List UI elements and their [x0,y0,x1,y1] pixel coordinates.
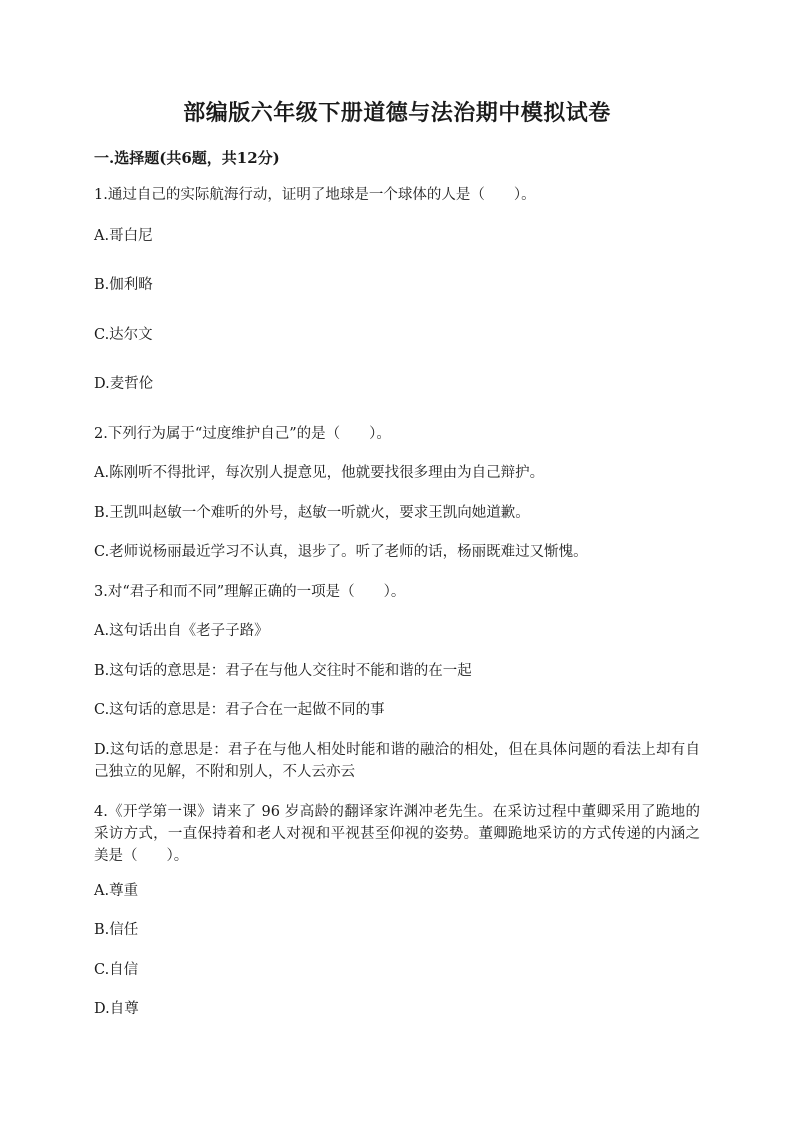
question-2-option-b: B.王凯叫赵敏一个难听的外号，赵敏一听就火，要求王凯向她道歉。 [94,505,530,521]
question-4-option-c: C.自信 [94,962,139,978]
question-3-option-d: D.这句话的意思是：君子在与他人相处时能和谐的融洽的相处，但在具体问题的看法上却有自己独立的见解，不附和别人，不人云亦云 [94,742,700,780]
question-4-stem: 4.《开学第一课》请来了 96 岁高龄的翻译家许渊冲老先生。在采访过程中董卿采用了跪地的采访方式，一直保持着和老人对视和平视甚至仰视的姿势。董卿跪地采访的方式传递的内涵之美是（ ）。 [94,804,700,864]
question-2-option-c: C.老师说杨丽最近学习不认真，退步了。听了老师的话，杨丽既难过又惭愧。 [94,544,588,560]
question-3-option-c: C.这句话的意思是：君子合在一起做不同的事 [94,702,385,718]
question-2-stem: 2.下列行为属于“过度维护自己”的是（ ）。 [94,426,391,442]
question-1-option-d: D.麦哲伦 [94,376,154,392]
section-heading: 一.选择题(共6题，共12分) [94,149,280,167]
question-4-option-a: A.尊重 [94,883,139,899]
question-3-option-a: A.这句话出自《老子子路》 [94,623,269,639]
question-1-option-b: B.伽利略 [94,277,153,293]
question-4-option-d: D.自尊 [94,1001,139,1017]
question-1-stem: 1.通过自己的实际航海行动，证明了地球是一个球体的人是（ ）。 [94,187,536,203]
question-1-option-a: A.哥白尼 [94,228,153,244]
question-1-option-c: C.达尔文 [94,327,153,343]
question-2-option-a: A.陈刚听不得批评，每次别人提意见，他就要找很多理由为自己辩护。 [94,465,545,481]
document-title: 部编版六年级下册道德与法治期中模拟试卷 [183,100,611,126]
question-3-stem: 3.对“君子和而不同”理解正确的一项是（ ）。 [94,584,406,600]
question-3-option-b: B.这句话的意思是：君子在与他人交往时不能和谐的在一起 [94,663,472,679]
question-4-option-b: B.信任 [94,922,139,938]
